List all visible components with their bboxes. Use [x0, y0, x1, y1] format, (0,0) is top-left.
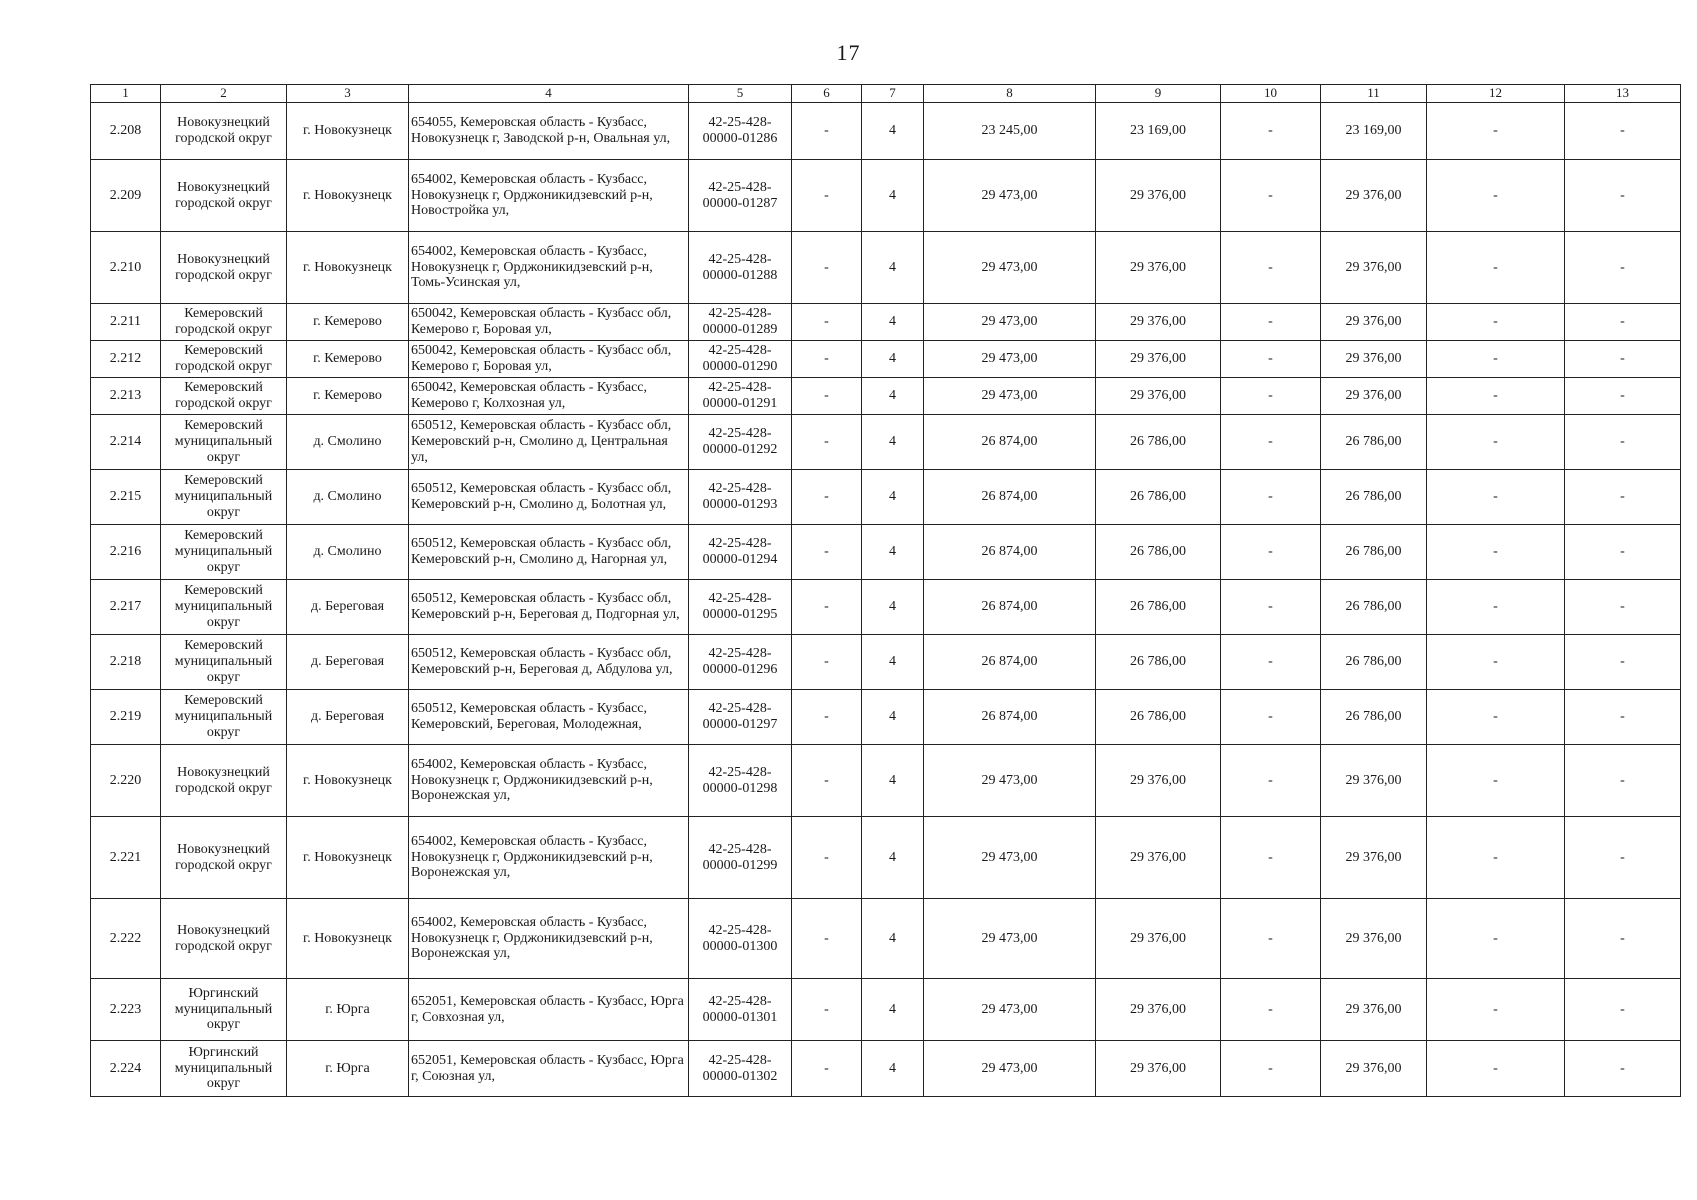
col6-cell: -: [792, 232, 862, 304]
locality-cell: д. Смолино: [287, 415, 409, 470]
district-cell: Юргинский муниципальный округ: [161, 979, 287, 1041]
col12-cell: -: [1427, 635, 1565, 690]
district-cell: Кемеровский муниципальный округ: [161, 415, 287, 470]
district-cell: Новокузнецкий городской округ: [161, 232, 287, 304]
code-cell: 42-25-428-00000-01290: [689, 341, 792, 378]
column-header: 4: [409, 85, 689, 103]
col11-cell: 29 376,00: [1321, 1041, 1427, 1097]
code-cell: 42-25-428-00000-01288: [689, 232, 792, 304]
row-number: 2.217: [91, 580, 161, 635]
col12-cell: -: [1427, 1041, 1565, 1097]
row-number: 2.208: [91, 103, 161, 160]
col9-cell: 29 376,00: [1096, 304, 1221, 341]
address-cell: 650512, Кемеровская область - Кузбасс обл, Кемеровский р-н, Смолино д, Нагорная ул,: [409, 525, 689, 580]
col10-cell: -: [1221, 232, 1321, 304]
locality-cell: г. Новокузнецк: [287, 899, 409, 979]
col11-cell: 23 169,00: [1321, 103, 1427, 160]
col11-cell: 29 376,00: [1321, 341, 1427, 378]
col13-cell: -: [1565, 378, 1681, 415]
district-cell: Новокузнецкий городской округ: [161, 817, 287, 899]
col7-cell: 4: [862, 979, 924, 1041]
locality-cell: д. Береговая: [287, 580, 409, 635]
col9-cell: 29 376,00: [1096, 899, 1221, 979]
col11-cell: 29 376,00: [1321, 899, 1427, 979]
locality-cell: г. Новокузнецк: [287, 817, 409, 899]
col8-cell: 29 473,00: [924, 979, 1096, 1041]
col11-cell: 29 376,00: [1321, 378, 1427, 415]
col8-cell: 29 473,00: [924, 304, 1096, 341]
column-number-row: [91, 85, 1681, 103]
column-header: 6: [792, 85, 862, 103]
address-cell: 650512, Кемеровская область - Кузбасс, Кемеровский, Береговая, Молодежная,: [409, 690, 689, 745]
row-number: 2.210: [91, 232, 161, 304]
table-row: [91, 470, 1681, 525]
locality-cell: г. Кемерово: [287, 304, 409, 341]
col8-cell: 26 874,00: [924, 690, 1096, 745]
address-cell: 654002, Кемеровская область - Кузбасс, Новокузнецк г, Орджоникидзевский р-н, Томь-Усинская ул,: [409, 232, 689, 304]
col6-cell: -: [792, 103, 862, 160]
district-cell: Юргинский муниципальный округ: [161, 1041, 287, 1097]
district-cell: Кемеровский городской округ: [161, 341, 287, 378]
col11-cell: 29 376,00: [1321, 817, 1427, 899]
col10-cell: -: [1221, 580, 1321, 635]
col10-cell: -: [1221, 635, 1321, 690]
col9-cell: 23 169,00: [1096, 103, 1221, 160]
code-cell: 42-25-428-00000-01289: [689, 304, 792, 341]
col7-cell: 4: [862, 160, 924, 232]
col12-cell: -: [1427, 304, 1565, 341]
column-header: 13: [1565, 85, 1681, 103]
locality-cell: д. Смолино: [287, 525, 409, 580]
row-number: 2.219: [91, 690, 161, 745]
col7-cell: 4: [862, 525, 924, 580]
col10-cell: -: [1221, 1041, 1321, 1097]
col11-cell: 29 376,00: [1321, 160, 1427, 232]
table-row: [91, 899, 1681, 979]
col11-cell: 26 786,00: [1321, 470, 1427, 525]
column-header: 9: [1096, 85, 1221, 103]
col9-cell: 29 376,00: [1096, 160, 1221, 232]
code-cell: 42-25-428-00000-01286: [689, 103, 792, 160]
district-cell: Новокузнецкий городской округ: [161, 160, 287, 232]
col10-cell: -: [1221, 690, 1321, 745]
col13-cell: -: [1565, 415, 1681, 470]
locality-cell: г. Новокузнецк: [287, 103, 409, 160]
col11-cell: 29 376,00: [1321, 304, 1427, 341]
table-row: [91, 979, 1681, 1041]
locality-cell: г. Новокузнецк: [287, 745, 409, 817]
code-cell: 42-25-428-00000-01299: [689, 817, 792, 899]
table-row: [91, 341, 1681, 378]
col11-cell: 29 376,00: [1321, 232, 1427, 304]
code-cell: 42-25-428-00000-01293: [689, 470, 792, 525]
address-cell: 654002, Кемеровская область - Кузбасс, Новокузнецк г, Орджоникидзевский р-н, Воронежская ул,: [409, 899, 689, 979]
address-cell: 652051, Кемеровская область - Кузбасс, Юрга г, Совхозная ул,: [409, 979, 689, 1041]
col6-cell: -: [792, 470, 862, 525]
col12-cell: -: [1427, 899, 1565, 979]
col8-cell: 29 473,00: [924, 817, 1096, 899]
column-header: 2: [161, 85, 287, 103]
address-cell: 650512, Кемеровская область - Кузбасс обл, Кемеровский р-н, Береговая д, Подгорная ул,: [409, 580, 689, 635]
district-cell: Кемеровский муниципальный округ: [161, 635, 287, 690]
address-cell: 650512, Кемеровская область - Кузбасс обл, Кемеровский р-н, Береговая д, Абдулова ул,: [409, 635, 689, 690]
table-row: [91, 378, 1681, 415]
col8-cell: 29 473,00: [924, 745, 1096, 817]
col10-cell: -: [1221, 415, 1321, 470]
column-header: 12: [1427, 85, 1565, 103]
col7-cell: 4: [862, 690, 924, 745]
table-row: [91, 580, 1681, 635]
col7-cell: 4: [862, 635, 924, 690]
col9-cell: 29 376,00: [1096, 232, 1221, 304]
col7-cell: 4: [862, 103, 924, 160]
col6-cell: -: [792, 817, 862, 899]
code-cell: 42-25-428-00000-01295: [689, 580, 792, 635]
col7-cell: 4: [862, 745, 924, 817]
table-row: [91, 1041, 1681, 1097]
col8-cell: 29 473,00: [924, 1041, 1096, 1097]
district-cell: Кемеровский муниципальный округ: [161, 525, 287, 580]
col8-cell: 29 473,00: [924, 232, 1096, 304]
district-cell: Кемеровский городской округ: [161, 304, 287, 341]
col12-cell: -: [1427, 580, 1565, 635]
col6-cell: -: [792, 635, 862, 690]
col8-cell: 29 473,00: [924, 378, 1096, 415]
col12-cell: -: [1427, 341, 1565, 378]
col13-cell: -: [1565, 745, 1681, 817]
col9-cell: 26 786,00: [1096, 470, 1221, 525]
col7-cell: 4: [862, 341, 924, 378]
col13-cell: -: [1565, 817, 1681, 899]
col13-cell: -: [1565, 470, 1681, 525]
col13-cell: -: [1565, 525, 1681, 580]
col11-cell: 26 786,00: [1321, 580, 1427, 635]
col6-cell: -: [792, 341, 862, 378]
code-cell: 42-25-428-00000-01287: [689, 160, 792, 232]
col9-cell: 29 376,00: [1096, 378, 1221, 415]
col13-cell: -: [1565, 635, 1681, 690]
row-number: 2.214: [91, 415, 161, 470]
col7-cell: 4: [862, 817, 924, 899]
col12-cell: -: [1427, 415, 1565, 470]
district-cell: Новокузнецкий городской округ: [161, 745, 287, 817]
locality-cell: г. Юрга: [287, 1041, 409, 1097]
col10-cell: -: [1221, 470, 1321, 525]
row-number: 2.216: [91, 525, 161, 580]
col8-cell: 26 874,00: [924, 580, 1096, 635]
col10-cell: -: [1221, 817, 1321, 899]
address-cell: 652051, Кемеровская область - Кузбасс, Юрга г, Союзная ул,: [409, 1041, 689, 1097]
col11-cell: 26 786,00: [1321, 635, 1427, 690]
col10-cell: -: [1221, 378, 1321, 415]
code-cell: 42-25-428-00000-01294: [689, 525, 792, 580]
col9-cell: 29 376,00: [1096, 341, 1221, 378]
col6-cell: -: [792, 1041, 862, 1097]
locality-cell: г. Новокузнецк: [287, 160, 409, 232]
col11-cell: 26 786,00: [1321, 415, 1427, 470]
col13-cell: -: [1565, 232, 1681, 304]
row-number: 2.215: [91, 470, 161, 525]
column-header: 8: [924, 85, 1096, 103]
district-cell: Кемеровский городской округ: [161, 378, 287, 415]
col9-cell: 26 786,00: [1096, 690, 1221, 745]
code-cell: 42-25-428-00000-01296: [689, 635, 792, 690]
col7-cell: 4: [862, 232, 924, 304]
district-cell: Кемеровский муниципальный округ: [161, 580, 287, 635]
row-number: 2.213: [91, 378, 161, 415]
row-number: 2.218: [91, 635, 161, 690]
table-row: [91, 817, 1681, 899]
col9-cell: 26 786,00: [1096, 580, 1221, 635]
col9-cell: 29 376,00: [1096, 979, 1221, 1041]
col6-cell: -: [792, 899, 862, 979]
col7-cell: 4: [862, 304, 924, 341]
col10-cell: -: [1221, 979, 1321, 1041]
col7-cell: 4: [862, 1041, 924, 1097]
col11-cell: 26 786,00: [1321, 525, 1427, 580]
locality-cell: д. Береговая: [287, 690, 409, 745]
row-number: 2.212: [91, 341, 161, 378]
col11-cell: 29 376,00: [1321, 745, 1427, 817]
column-header: 11: [1321, 85, 1427, 103]
row-number: 2.211: [91, 304, 161, 341]
registry-table: [90, 84, 1681, 1097]
col9-cell: 29 376,00: [1096, 1041, 1221, 1097]
col12-cell: -: [1427, 525, 1565, 580]
row-number: 2.224: [91, 1041, 161, 1097]
col13-cell: -: [1565, 103, 1681, 160]
col10-cell: -: [1221, 745, 1321, 817]
col10-cell: -: [1221, 160, 1321, 232]
col10-cell: -: [1221, 103, 1321, 160]
table-row: [91, 415, 1681, 470]
row-number: 2.220: [91, 745, 161, 817]
col13-cell: -: [1565, 690, 1681, 745]
table-body: [91, 103, 1681, 1097]
col13-cell: -: [1565, 580, 1681, 635]
code-cell: 42-25-428-00000-01298: [689, 745, 792, 817]
col10-cell: -: [1221, 525, 1321, 580]
col6-cell: -: [792, 525, 862, 580]
district-cell: Новокузнецкий городской округ: [161, 899, 287, 979]
code-cell: 42-25-428-00000-01292: [689, 415, 792, 470]
col12-cell: -: [1427, 232, 1565, 304]
code-cell: 42-25-428-00000-01291: [689, 378, 792, 415]
code-cell: 42-25-428-00000-01301: [689, 979, 792, 1041]
col13-cell: -: [1565, 160, 1681, 232]
col8-cell: 26 874,00: [924, 415, 1096, 470]
col9-cell: 26 786,00: [1096, 635, 1221, 690]
address-cell: 650512, Кемеровская область - Кузбасс обл, Кемеровский р-н, Смолино д, Центральная ул,: [409, 415, 689, 470]
col13-cell: -: [1565, 979, 1681, 1041]
locality-cell: г. Кемерово: [287, 378, 409, 415]
col12-cell: -: [1427, 103, 1565, 160]
column-header: 7: [862, 85, 924, 103]
col8-cell: 29 473,00: [924, 160, 1096, 232]
locality-cell: д. Смолино: [287, 470, 409, 525]
col7-cell: 4: [862, 378, 924, 415]
col8-cell: 29 473,00: [924, 341, 1096, 378]
locality-cell: д. Береговая: [287, 635, 409, 690]
locality-cell: г. Юрга: [287, 979, 409, 1041]
page-number: 17: [836, 40, 861, 65]
col8-cell: 26 874,00: [924, 525, 1096, 580]
district-cell: Кемеровский муниципальный округ: [161, 470, 287, 525]
col10-cell: -: [1221, 899, 1321, 979]
column-header: 1: [91, 85, 161, 103]
row-number: 2.209: [91, 160, 161, 232]
col7-cell: 4: [862, 470, 924, 525]
col13-cell: -: [1565, 304, 1681, 341]
col9-cell: 29 376,00: [1096, 817, 1221, 899]
code-cell: 42-25-428-00000-01297: [689, 690, 792, 745]
address-cell: 654002, Кемеровская область - Кузбасс, Новокузнецк г, Орджоникидзевский р-н, Воронежская ул,: [409, 817, 689, 899]
column-header: 3: [287, 85, 409, 103]
col12-cell: -: [1427, 817, 1565, 899]
col9-cell: 26 786,00: [1096, 525, 1221, 580]
row-number: 2.223: [91, 979, 161, 1041]
address-cell: 654002, Кемеровская область - Кузбасс, Новокузнецк г, Орджоникидзевский р-н, Воронежская ул,: [409, 745, 689, 817]
col6-cell: -: [792, 304, 862, 341]
address-cell: 650042, Кемеровская область - Кузбасс обл, Кемерово г, Боровая ул,: [409, 304, 689, 341]
row-number: 2.221: [91, 817, 161, 899]
col13-cell: -: [1565, 1041, 1681, 1097]
address-cell: 654055, Кемеровская область - Кузбасс, Новокузнецк г, Заводской р-н, Овальная ул,: [409, 103, 689, 160]
district-cell: Новокузнецкий городской округ: [161, 103, 287, 160]
col7-cell: 4: [862, 899, 924, 979]
col6-cell: -: [792, 979, 862, 1041]
col12-cell: -: [1427, 470, 1565, 525]
table-row: [91, 304, 1681, 341]
table-row: [91, 103, 1681, 160]
row-number: 2.222: [91, 899, 161, 979]
col9-cell: 26 786,00: [1096, 415, 1221, 470]
address-cell: 650512, Кемеровская область - Кузбасс обл, Кемеровский р-н, Смолино д, Болотная ул,: [409, 470, 689, 525]
col12-cell: -: [1427, 378, 1565, 415]
col7-cell: 4: [862, 415, 924, 470]
col13-cell: -: [1565, 899, 1681, 979]
district-cell: Кемеровский муниципальный округ: [161, 690, 287, 745]
code-cell: 42-25-428-00000-01300: [689, 899, 792, 979]
table-row: [91, 690, 1681, 745]
col9-cell: 29 376,00: [1096, 745, 1221, 817]
col8-cell: 23 245,00: [924, 103, 1096, 160]
col6-cell: -: [792, 690, 862, 745]
col12-cell: -: [1427, 160, 1565, 232]
col6-cell: -: [792, 160, 862, 232]
table-row: [91, 635, 1681, 690]
col10-cell: -: [1221, 304, 1321, 341]
table-row: [91, 745, 1681, 817]
column-header: 10: [1221, 85, 1321, 103]
col6-cell: -: [792, 378, 862, 415]
col7-cell: 4: [862, 580, 924, 635]
table-row: [91, 160, 1681, 232]
col6-cell: -: [792, 580, 862, 635]
col12-cell: -: [1427, 979, 1565, 1041]
address-cell: 650042, Кемеровская область - Кузбасс, Кемерово г, Колхозная ул,: [409, 378, 689, 415]
table-row: [91, 525, 1681, 580]
code-cell: 42-25-428-00000-01302: [689, 1041, 792, 1097]
col6-cell: -: [792, 415, 862, 470]
col13-cell: -: [1565, 341, 1681, 378]
col8-cell: 26 874,00: [924, 470, 1096, 525]
col11-cell: 29 376,00: [1321, 979, 1427, 1041]
col8-cell: 26 874,00: [924, 635, 1096, 690]
col12-cell: -: [1427, 690, 1565, 745]
col10-cell: -: [1221, 341, 1321, 378]
table-row: [91, 232, 1681, 304]
column-header: 5: [689, 85, 792, 103]
locality-cell: г. Новокузнецк: [287, 232, 409, 304]
col11-cell: 26 786,00: [1321, 690, 1427, 745]
address-cell: 650042, Кемеровская область - Кузбасс обл, Кемерово г, Боровая ул,: [409, 341, 689, 378]
address-cell: 654002, Кемеровская область - Кузбасс, Новокузнецк г, Орджоникидзевский р-н, Новостройка ул,: [409, 160, 689, 232]
col8-cell: 29 473,00: [924, 899, 1096, 979]
col12-cell: -: [1427, 745, 1565, 817]
col6-cell: -: [792, 745, 862, 817]
locality-cell: г. Кемерово: [287, 341, 409, 378]
